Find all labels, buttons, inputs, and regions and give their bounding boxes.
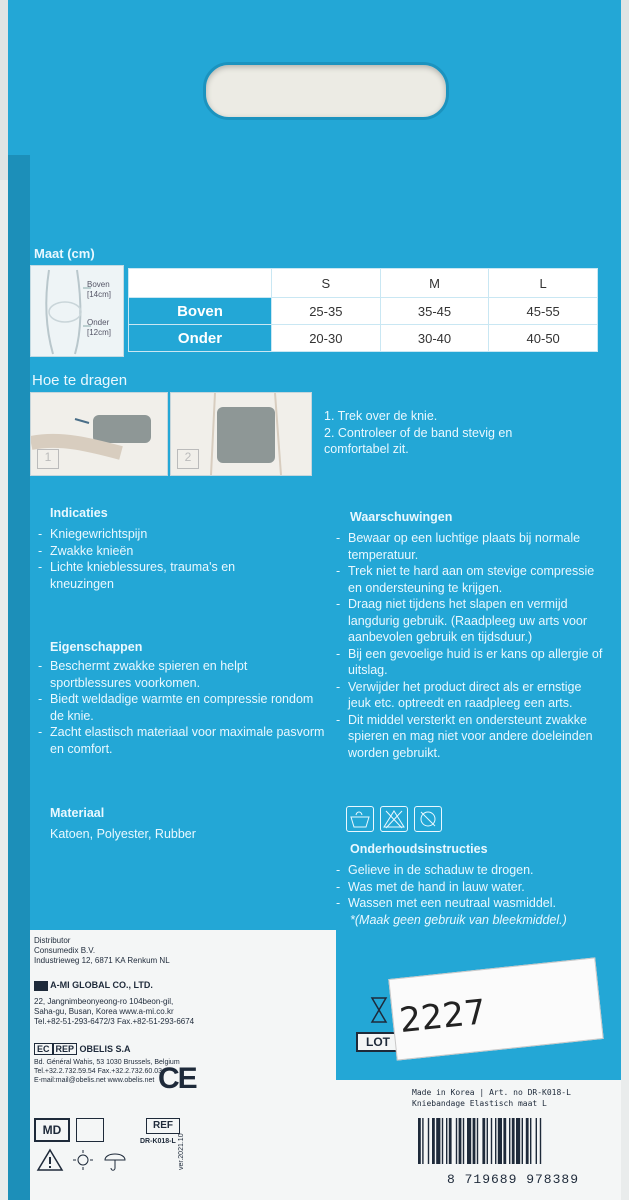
waarschuwingen-list — [334, 530, 606, 761]
barcode-bar — [436, 1118, 440, 1164]
size-cell: 35-45 — [380, 298, 489, 325]
list-item: - Trek niet te hard aan om stevige compressie en ondersteuning te krijgen. — [334, 563, 606, 596]
rep-box: REP — [53, 1043, 78, 1055]
distributor-block — [34, 936, 170, 966]
manufacturer-address1: 22, Jangnimbeonyeong-ro 104beon-gil, — [34, 996, 174, 1006]
step1-photo — [30, 392, 168, 476]
size-cell: 30-40 — [380, 325, 489, 352]
hang-hole — [203, 62, 449, 120]
lower-measure-value: [12cm] — [87, 328, 112, 337]
ce-mark: CE — [158, 1062, 196, 1095]
barcode-bar — [487, 1118, 488, 1164]
barcode-bar — [446, 1118, 447, 1164]
warning-icon — [36, 1148, 64, 1177]
size-col-s: S — [272, 269, 381, 298]
barcode-bar — [526, 1118, 529, 1164]
barcode-bar — [503, 1118, 506, 1164]
list-item: - Kniegewrichtspijn — [36, 526, 286, 543]
barcode-bar — [463, 1118, 464, 1164]
list-item: - Wassen met een neutraal wasmiddel. — [334, 895, 606, 912]
how-to-steps — [324, 408, 574, 458]
materiaal-title: Materiaal — [50, 806, 105, 820]
keep-away-sunlight-icon — [70, 1148, 96, 1177]
list-item: - Beschermt zwakke spieren en helpt sportblessures voorkomen. — [36, 658, 328, 691]
barcode-bars — [414, 1118, 612, 1166]
expiry-hourglass-icon — [370, 996, 388, 1029]
list-item: - Was met de hand in lauw water. — [334, 879, 606, 896]
size-cell: 20-30 — [272, 325, 381, 352]
onderhoud-note: *(Maak geen gebruik van bleekmiddel.) — [350, 913, 567, 927]
step1-badge: 1 — [37, 449, 59, 469]
how-to-step: 2. Controleer of de band stevig en comfortabel zit. — [324, 425, 513, 456]
barcode-bar — [482, 1118, 485, 1164]
package-flap-edge — [8, 155, 30, 1200]
size-cell: 40-50 — [489, 325, 598, 352]
barcode-bar — [459, 1118, 462, 1164]
upper-measure-label: Boven — [87, 280, 110, 289]
size-header-row — [129, 269, 598, 298]
barcode-bar — [522, 1118, 523, 1164]
list-item: - Bewaar op een luchtige plaats bij normale temperatuur. — [334, 530, 606, 563]
barcode-bar — [498, 1118, 502, 1164]
barcode-bar — [509, 1118, 510, 1164]
list-item: - Zacht elastisch materiaal voor maximale pasvorm en comfort. — [36, 724, 328, 757]
ref-value: DR-K018-L — [140, 1138, 176, 1145]
keep-dry-icon — [102, 1148, 128, 1177]
distributor-name: Consumedix B.V. — [34, 946, 96, 955]
size-col-m: M — [380, 269, 489, 298]
version-text: ver.2021.10 — [178, 1133, 185, 1170]
label-line1: Made in Korea | Art. no DR-K018-L — [412, 1088, 571, 1097]
product-label — [412, 1087, 571, 1109]
barcode-bar — [432, 1118, 435, 1164]
barcode-bar — [495, 1118, 496, 1164]
barcode-bar — [428, 1118, 429, 1164]
instructions-book-icon — [76, 1118, 104, 1142]
list-item: - Lichte knieblessures, trauma's en kneuzingen — [36, 559, 286, 592]
list-item: - Biedt weldadige warmte en compressie rondom de knie. — [36, 691, 328, 724]
barcode-bar — [473, 1118, 476, 1164]
lower-measure-label: Onder — [87, 318, 110, 327]
size-row-label: Boven — [129, 298, 272, 325]
barcode-bar — [491, 1118, 492, 1164]
no-bleach-icon — [380, 806, 408, 832]
ec-rep-email: E-mail:mail@obelis.net www.obelis.net — [34, 1077, 155, 1084]
list-item: - Zwakke knieën — [36, 543, 286, 560]
size-row-lower — [129, 325, 598, 352]
manufacturer-address2: Saha-gu, Busan, Korea www.a-mi.co.kr — [34, 1006, 174, 1016]
sticker-number: 2227 — [397, 992, 488, 1042]
step2-photo — [170, 392, 312, 476]
size-row-upper — [129, 298, 598, 325]
ref-badge: REF — [146, 1118, 180, 1134]
onderhoud-title: Onderhoudsinstructies — [350, 842, 488, 856]
indicaties-title: Indicaties — [50, 506, 108, 520]
list-item: - Bij een gevoelige huid is er kans op allergie of uitslag. — [334, 646, 606, 679]
how-to-title: Hoe te dragen — [32, 372, 128, 389]
barcode-bar — [456, 1118, 457, 1164]
barcode-bar — [540, 1118, 541, 1164]
barcode — [414, 1118, 612, 1187]
list-item: - Dit middel versterkt en ondersteunt zwakke spieren en mag niet voor andere doeleinden worden gebruikt. — [334, 712, 606, 762]
barcode-bar — [516, 1118, 520, 1164]
ec-rep-address: Bd. Général Wahis, 53 1030 Brussels, Belgium — [34, 1059, 180, 1066]
md-badge: MD — [34, 1118, 70, 1142]
eigenschappen-list — [36, 658, 328, 757]
barcode-bar — [477, 1118, 478, 1164]
how-to-step: 1. Trek over de knie. — [324, 409, 438, 423]
shade-dry-icon — [414, 806, 442, 832]
barcode-bar — [449, 1118, 452, 1164]
upper-measure-value: [14cm] — [87, 290, 112, 299]
onderhoud-list — [334, 862, 606, 912]
size-table — [128, 268, 598, 352]
size-col-l: L — [489, 269, 598, 298]
barcode-bar — [512, 1118, 515, 1164]
barcode-bar — [422, 1118, 423, 1164]
distributor-address: Industrieweg 12, 6871 KA Renkum NL — [34, 956, 170, 965]
list-item: - Gelieve in de schaduw te drogen. — [334, 862, 606, 879]
eigenschappen-title: Eigenschappen — [50, 640, 143, 654]
distributor-label: Distributor — [34, 936, 71, 945]
list-item: - Draag niet tijdens het slapen en vermijd langdurig gebruik. (Raadpleeg uw arts voor aanbevolen gebruik en tijdsduur.) — [334, 596, 606, 646]
barcode-bar — [530, 1118, 531, 1164]
manufacturer-block — [34, 980, 324, 1027]
hand-wash-icon — [346, 806, 374, 832]
knee-measure-diagram — [30, 265, 124, 357]
manufacturer-name: A-MI GLOBAL CO., LTD. — [50, 980, 153, 990]
ec-rep-tel: Tel.+32.2.732.59.54 Fax.+32.2.732.60.03 — [34, 1068, 163, 1075]
ec-box: EC — [34, 1043, 53, 1055]
size-cell: 45-55 — [489, 298, 598, 325]
list-item: - Verwijder het product direct als er ernstige jeuk etc. optreedt en raadpleeg een arts. — [334, 679, 606, 712]
barcode-bar — [442, 1118, 443, 1164]
barcode-bar — [467, 1118, 471, 1164]
label-line2: Kniebandage Elastisch maat L — [412, 1099, 547, 1108]
waarschuwingen-title: Waarschuwingen — [350, 510, 453, 524]
size-row-label: Onder — [129, 325, 272, 352]
lot-badge: LOT — [356, 1032, 400, 1052]
step2-badge: 2 — [177, 449, 199, 469]
barcode-bar — [418, 1118, 421, 1164]
size-title: Maat (cm) — [34, 246, 95, 261]
indicaties-list — [36, 526, 286, 592]
materiaal-text: Katoen, Polyester, Rubber — [50, 827, 196, 841]
manufacturer-tel: Tel.+82-51-293-6472/3 Fax.+82-51-293-6674 — [34, 1016, 195, 1026]
size-cell: 25-35 — [272, 298, 381, 325]
ec-rep-name: OBELIS S.A — [79, 1044, 131, 1054]
barcode-bar — [536, 1118, 537, 1164]
factory-icon — [34, 981, 48, 991]
barcode-number: 8 719689 978389 — [446, 1172, 580, 1187]
